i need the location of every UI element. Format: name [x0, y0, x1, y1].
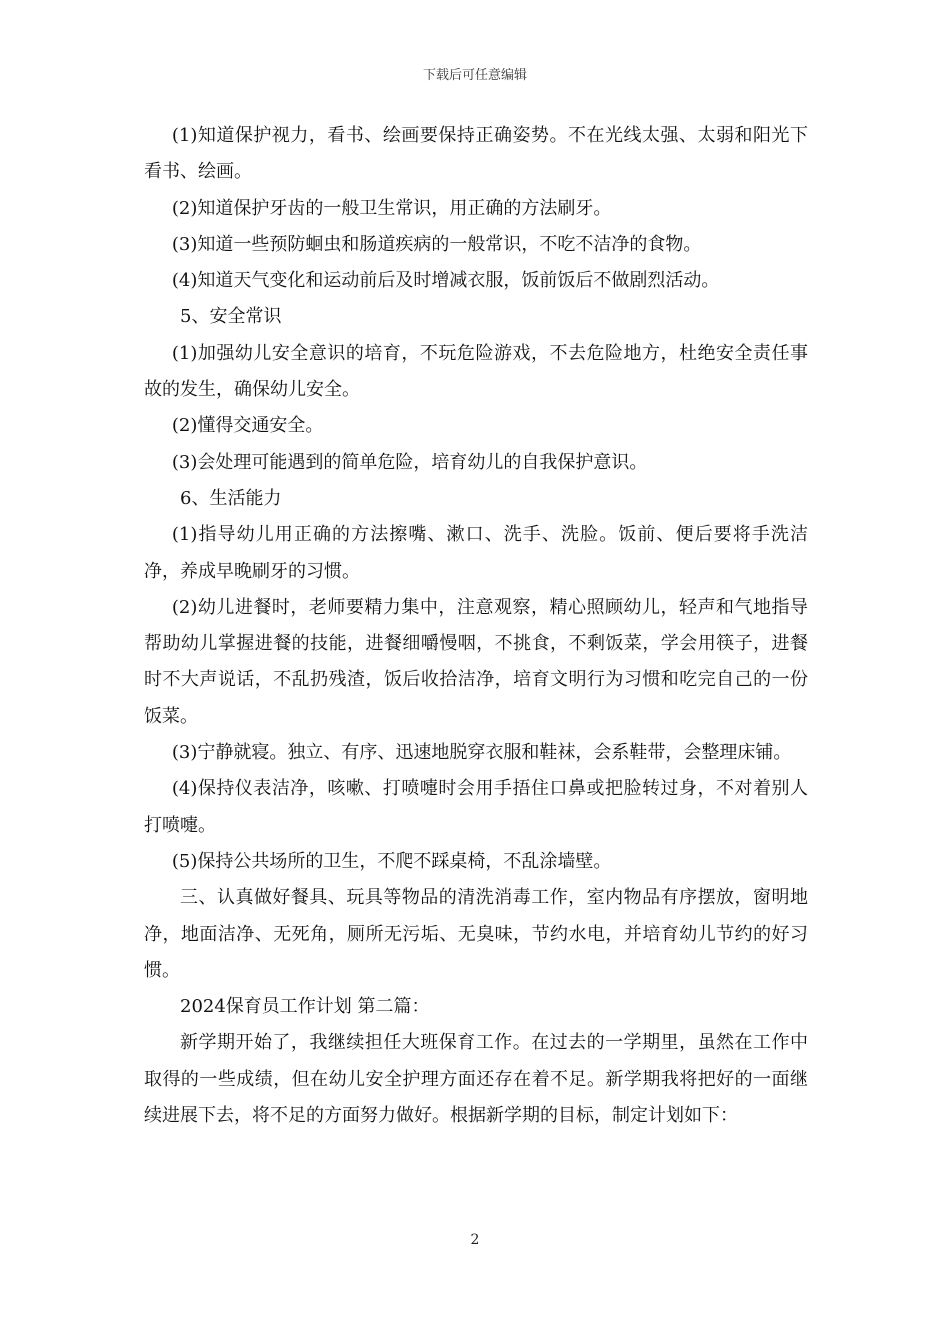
- paragraph: (3)宁静就寝。独立、有序、迅速地脱穿衣服和鞋袜，会系鞋带，会整理床铺。: [171, 742, 792, 764]
- paragraph: (2)懂得交通安全。: [171, 415, 324, 437]
- paragraph: (4)保持仪表洁净，咳嗽、打喷嚏时会用手捂住口鼻或把脸转过身，不对着别人打喷嚏。: [144, 778, 808, 836]
- section-heading: 2024保育员工作计划 第二篇：: [180, 996, 430, 1018]
- paragraph: (4)知道天气变化和运动前后及时增减衣服，饭前饭后不做剧烈活动。: [171, 270, 720, 292]
- document-body: [144, 118, 808, 1134]
- paragraph: (1)知道保护视力，看书、绘画要保持正确姿势。不在光线太强、太弱和阳光下看书、绘画。: [144, 125, 808, 183]
- paragraph: (1)指导幼儿用正确的方法擦嘴、漱口、洗手、洗脸。饭前、便后要将手洗洁净，养成早晚刷牙的习惯。: [144, 524, 808, 582]
- section-heading: 5、安全常识: [180, 306, 282, 328]
- paragraph: (5)保持公共场所的卫生，不爬不踩桌椅，不乱涂墙壁。: [171, 850, 612, 872]
- paragraph: 新学期开始了，我继续担任大班保育工作。在过去的一学期里，虽然在工作中取得的一些成绩，但在幼儿安全护理方面还存在着不足。新学期我将把好的一面继续进展下去，将不足的方面努力做好。根据新学期的目标，制定计划如下：: [144, 1032, 808, 1127]
- paragraph: 三、认真做好餐具、玩具等物品的清洗消毒工作，室内物品有序摆放，窗明地净，地面洁净、无死角，厕所无污垢、无臭味，节约水电，并培育幼儿节约的好习惯。: [144, 887, 808, 981]
- paragraph: (1)加强幼儿安全意识的培育，不玩危险游戏，不去危险地方，杜绝安全责任事故的发生，确保幼儿安全。: [144, 342, 808, 401]
- paragraph: (2)幼儿进餐时，老师要精力集中，注意观察，精心照顾幼儿，轻声和气地指导帮助幼儿掌握进餐的技能，进餐细嚼慢咽，不挑食，不剩饭菜，学会用筷子，进餐时不大声说话，不乱扔残渣，饭后收拾洁净，培育文明行为习惯和吃完自己的一份饭菜。: [144, 596, 808, 727]
- section-heading: 6、生活能力: [180, 487, 282, 509]
- paragraph: (2)知道保护牙齿的一般卫生常识，用正确的方法刷牙。: [171, 197, 612, 219]
- paragraph: (3)知道一些预防蛔虫和肠道疾病的一般常识，不吃不洁净的食物。: [171, 233, 702, 255]
- page-number: 2: [470, 1232, 480, 1248]
- paragraph: (3)会处理可能遇到的简单危险，培育幼儿的自我保护意识。: [171, 451, 648, 473]
- page-header: 下载后可任意编辑: [422, 68, 527, 83]
